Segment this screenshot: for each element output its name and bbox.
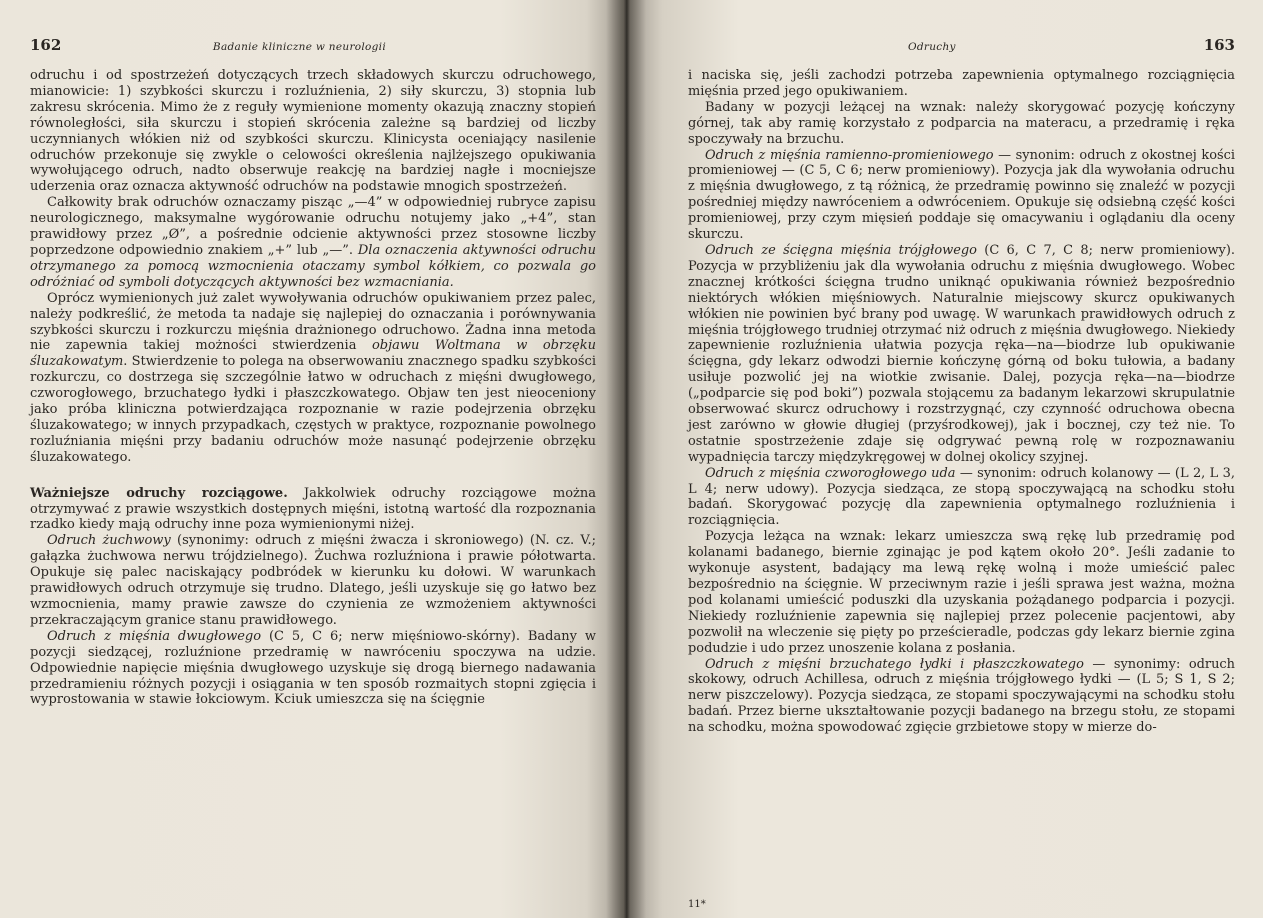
right-running-head xyxy=(688,36,1235,68)
paragraph: Odruch żuchwowy (synonimy: odruch z mięśni żwacza i skroniowego) (N. cz. V.; gałązka żuchwowa nerwu trójdzielnego). Żuchwa rozluźniona i prawie półotwarta. Opukuje się palec naciskający podbródek w kierunku ku dołowi. W warunkach prawidłowych odruch otrzymuje się trudno. Dlatego, jeśli uzyskuje się go łatwo bez wzmocnienia, mamy prawie zawsze do czynienia ze wzmożeniem aktywności przekraczającym granice stanu prawidłowego. xyxy=(30,533,597,628)
paragraph: i naciska się, jeśli zachodzi potrzeba zapewnienia optymalnego rozciągnięcia mięśnia przed jego opukiwaniem. xyxy=(688,68,1235,99)
signature-mark: 11* xyxy=(688,899,706,910)
left-running-head xyxy=(30,36,596,68)
page-number-left: 162 xyxy=(30,36,62,54)
paragraph: Odruch ze ścięgna mięśnia trójgłowego (C 6, C 7, C 8; nerw promieniowy). Pozycja w przybliżeniu jak dla wywołania odruchu z mięśnia dwugłowego. Wobec znacznej krótkości ścięgna trudno uniknąć opukiwania również bezpośrednio niektórych włókien mięśniowych. Naturalnie miejscowy skurcz opukiwanych włókien nie powinien być brany pod uwagę. W warunkach prawidłowych odruch z mięśnia trójgłowego trudniej otrzymać niż odruch z mięśnia dwugłowego. Niekiedy zapewnienie rozluźnienia ułatwia pozycja ręka—na—biodrze lub opukiwanie ścięgna, gdy lekarz odwodzi biernie kończynę górną od boku tułowia, a badany usiłuje pozwolić jej na wiotkie zwisanie. Dalej, pozycja ręka—na—biodrze („podparcie się pod boki”) pozwala stojącemu za badanym lekarzowi skrupulatnie obserwować skurcz odruchowy i rozstrzygnąć, czy czynność odruchowa obecna jest zarówno w głowie długiej (przyśrodkowej), jak i bocznej, czy też nie. To ostatnie spostrzeżenie zdaje się odgrywać pewną rolę w rozpoznawaniu wypadnięcia tarczy międzykręgowej w dolnej okolicy szyjnej. xyxy=(688,242,1235,465)
paragraph: Badany w pozycji leżącej na wznak: należy skorygować pozycję kończyny górnej, tak aby ramię korzystało z podparcia na materacu, a przedramię i ręka spoczywały na brzuchu. xyxy=(688,99,1235,147)
right-page-text xyxy=(688,68,1235,736)
paragraph: Pozycja leżąca na wznak: lekarz umieszcza swą rękę lub przedramię pod kolanami badanego, biernie zginając je pod kątem około 20°. Jeśli zadanie to wykonuje asystent, badający ma lewą rękę wolną i może umieścić palec bezpośrednio na ścięgnie. W przeciwnym razie i jeśli sprawa jest ważna, można pod kolanami umieścić poduszki dla uzyskania pożądanego podparcia i pozycji. Niekiedy rozluźnienie zapewnia się najlepiej przez polecenie pacjentowi, aby pozwolił na wleczenie się pięty po prześcieradle, podczas gdy lekarz biernie zgina podudzie i udo przez unoszenie kolana z posłania. xyxy=(688,529,1235,656)
section-paragraph: Ważniejsze odruchy rozciągowe. Jakkolwiek odruchy rozciągowe można otrzymywać z prawie wszystkich dostępnych mięśni, istotną wartość dla rozpoznania rzadko kiedy mają odruchy inne poza wymienionymi niżej. xyxy=(30,485,596,533)
running-head-right: Odruchy xyxy=(908,41,956,53)
paragraph: Odruch z mięśni brzuchatego łydki i płaszczkowatego — synonimy: odruch skokowy, odruch Achillesa, odruch z mięśnia trójgłowego łydki — (L 5; S 1, S 2; nerw piszczelowy). Pozycja siedząca, ze stopami spoczywającymi na schodku stołu badań. Przez bierne ukształtowanie pozycji badanego na brzegu stołu, ze stopami na schodku, można spowodować zgięcie grzbietowe stopy w mierze do- xyxy=(688,656,1235,736)
right-page xyxy=(624,0,1263,918)
paragraph: Całkowity brak odruchów oznaczamy pisząc „—4” w odpowiedniej rubryce zapisu neurologicznego, maksymalne wygórowanie odruchu notujemy jako „+4”, stan prawidłowy przez „Ø”, a pośrednie odcienie aktywności przez stosowne liczby poprzedzone odpowiednio znakiem „+” lub „—”. Dla oznaczenia aktywności odruchu otrzymanego za pomocą wzmocnienia otaczamy symbol kółkiem, co pozwala go odróżniać od symboli dotyczących aktywności bez wzmacniania. xyxy=(30,195,596,290)
section-heading: Ważniejsze odruchy rozciągowe. xyxy=(30,485,288,501)
paragraph: odruchu i od spostrzeżeń dotyczących trzech składowych skurczu odruchowego, mianowicie: 1) szybkości skurczu i rozluźnienia, 2) siły skurczu, 3) stopnia lub zakresu skrócenia. Mimo że z reguły wymienione momenty okazują znaczny stopień równoległości, siła skurczu i stopień skrócenia zależne są bardziej od liczby uczynnianych włókien niż od szybkości skurczu. Klinicysta oceniający nasilenie odruchów przekonuje się zwykle o celowości określenia najlżejszego opukiwania wywołującego odruch, nadto obserwuje reakcję na bardziej nagłe i mocniejsze uderzenia oraz oznacza aktywność odruchów na podstawie mnogich spostrzeżeń. xyxy=(30,68,596,195)
paragraph: Odruch z mięśnia czworogłowego uda — synonim: odruch kolanowy — (L 2, L 3, L 4; nerw udowy). Pozycja siedząca, ze stopą spoczywającą na schodku stołu badań. Skorygować pozycję dla zapewnienia optymalnego rozluźnienia i rozciągnięcia. xyxy=(688,465,1235,529)
paragraph: Oprócz wymienionych już zalet wywoływania odruchów opukiwaniem przez palec, należy podkreślić, że metoda ta nadaje się najlepiej do oznaczania i porównywania szybkości skurczu i rozkurczu mięśnia drażnionego odruchowo. Żadna inna metoda nie zapewnia takiej możności stwierdzenia objawu Woltmana w obrzęku śluzakowatym. Stwierdzenie to polega na obserwowaniu znacznego spadku szybkości rozkurczu, co dostrzega się szczególnie łatwo w odruchach z mięśni dwugłowego, czworogłowego, brzuchatego łydki i płaszczkowatego. Objaw ten jest nieoceniony jako próba kliniczna potwierdzająca rozpoznanie w razie podejrzenia obrzęku śluzakowatego; w innych przypadkach, częstych w praktyce, rozpoznanie powolnego rozluźniania mięśni przy badaniu odruchów może nasunąć podejrzenie obrzęku śluzakowatego. xyxy=(30,290,596,465)
page-number-right: 163 xyxy=(1203,36,1235,54)
left-page-text xyxy=(30,68,596,708)
paragraph: Odruch z mięśnia ramienno-promieniowego — synonim: odruch z okostnej kości promieniowej — (C 5, C 6; nerw promieniowy). Pozycja jak dla wywołania odruchu z mięśnia dwugłowego, z tą różnicą, że przedramię powinno się znaleźć w pozycji pośredniej między nawróceniem a odwróceniem. Opukuje się odsiebną część kości promieniowej, przy czym mięsień poddaje się omacywaniu i oglądaniu dla oceny skurczu. xyxy=(688,147,1236,243)
running-head-left: Badanie kliniczne w neurologii xyxy=(212,41,386,53)
paragraph: Odruch z mięśnia dwugłowego (C 5, C 6; nerw mięśniowo-skórny). Badany w pozycji siedzącej, rozluźnione przedramię w nawróceniu spoczywa na udzie. Odpowiednie napięcie mięśnia dwugłowego uzyskuje się drogą biernego nadawania przedramieniu różnych pozycji i osiągania w ten sposób rozmaitych stopni zgięcia i wyprostowania w stawie łokciowym. Kciuk umieszcza się na ścięgnie xyxy=(30,628,596,708)
left-page xyxy=(0,0,624,918)
